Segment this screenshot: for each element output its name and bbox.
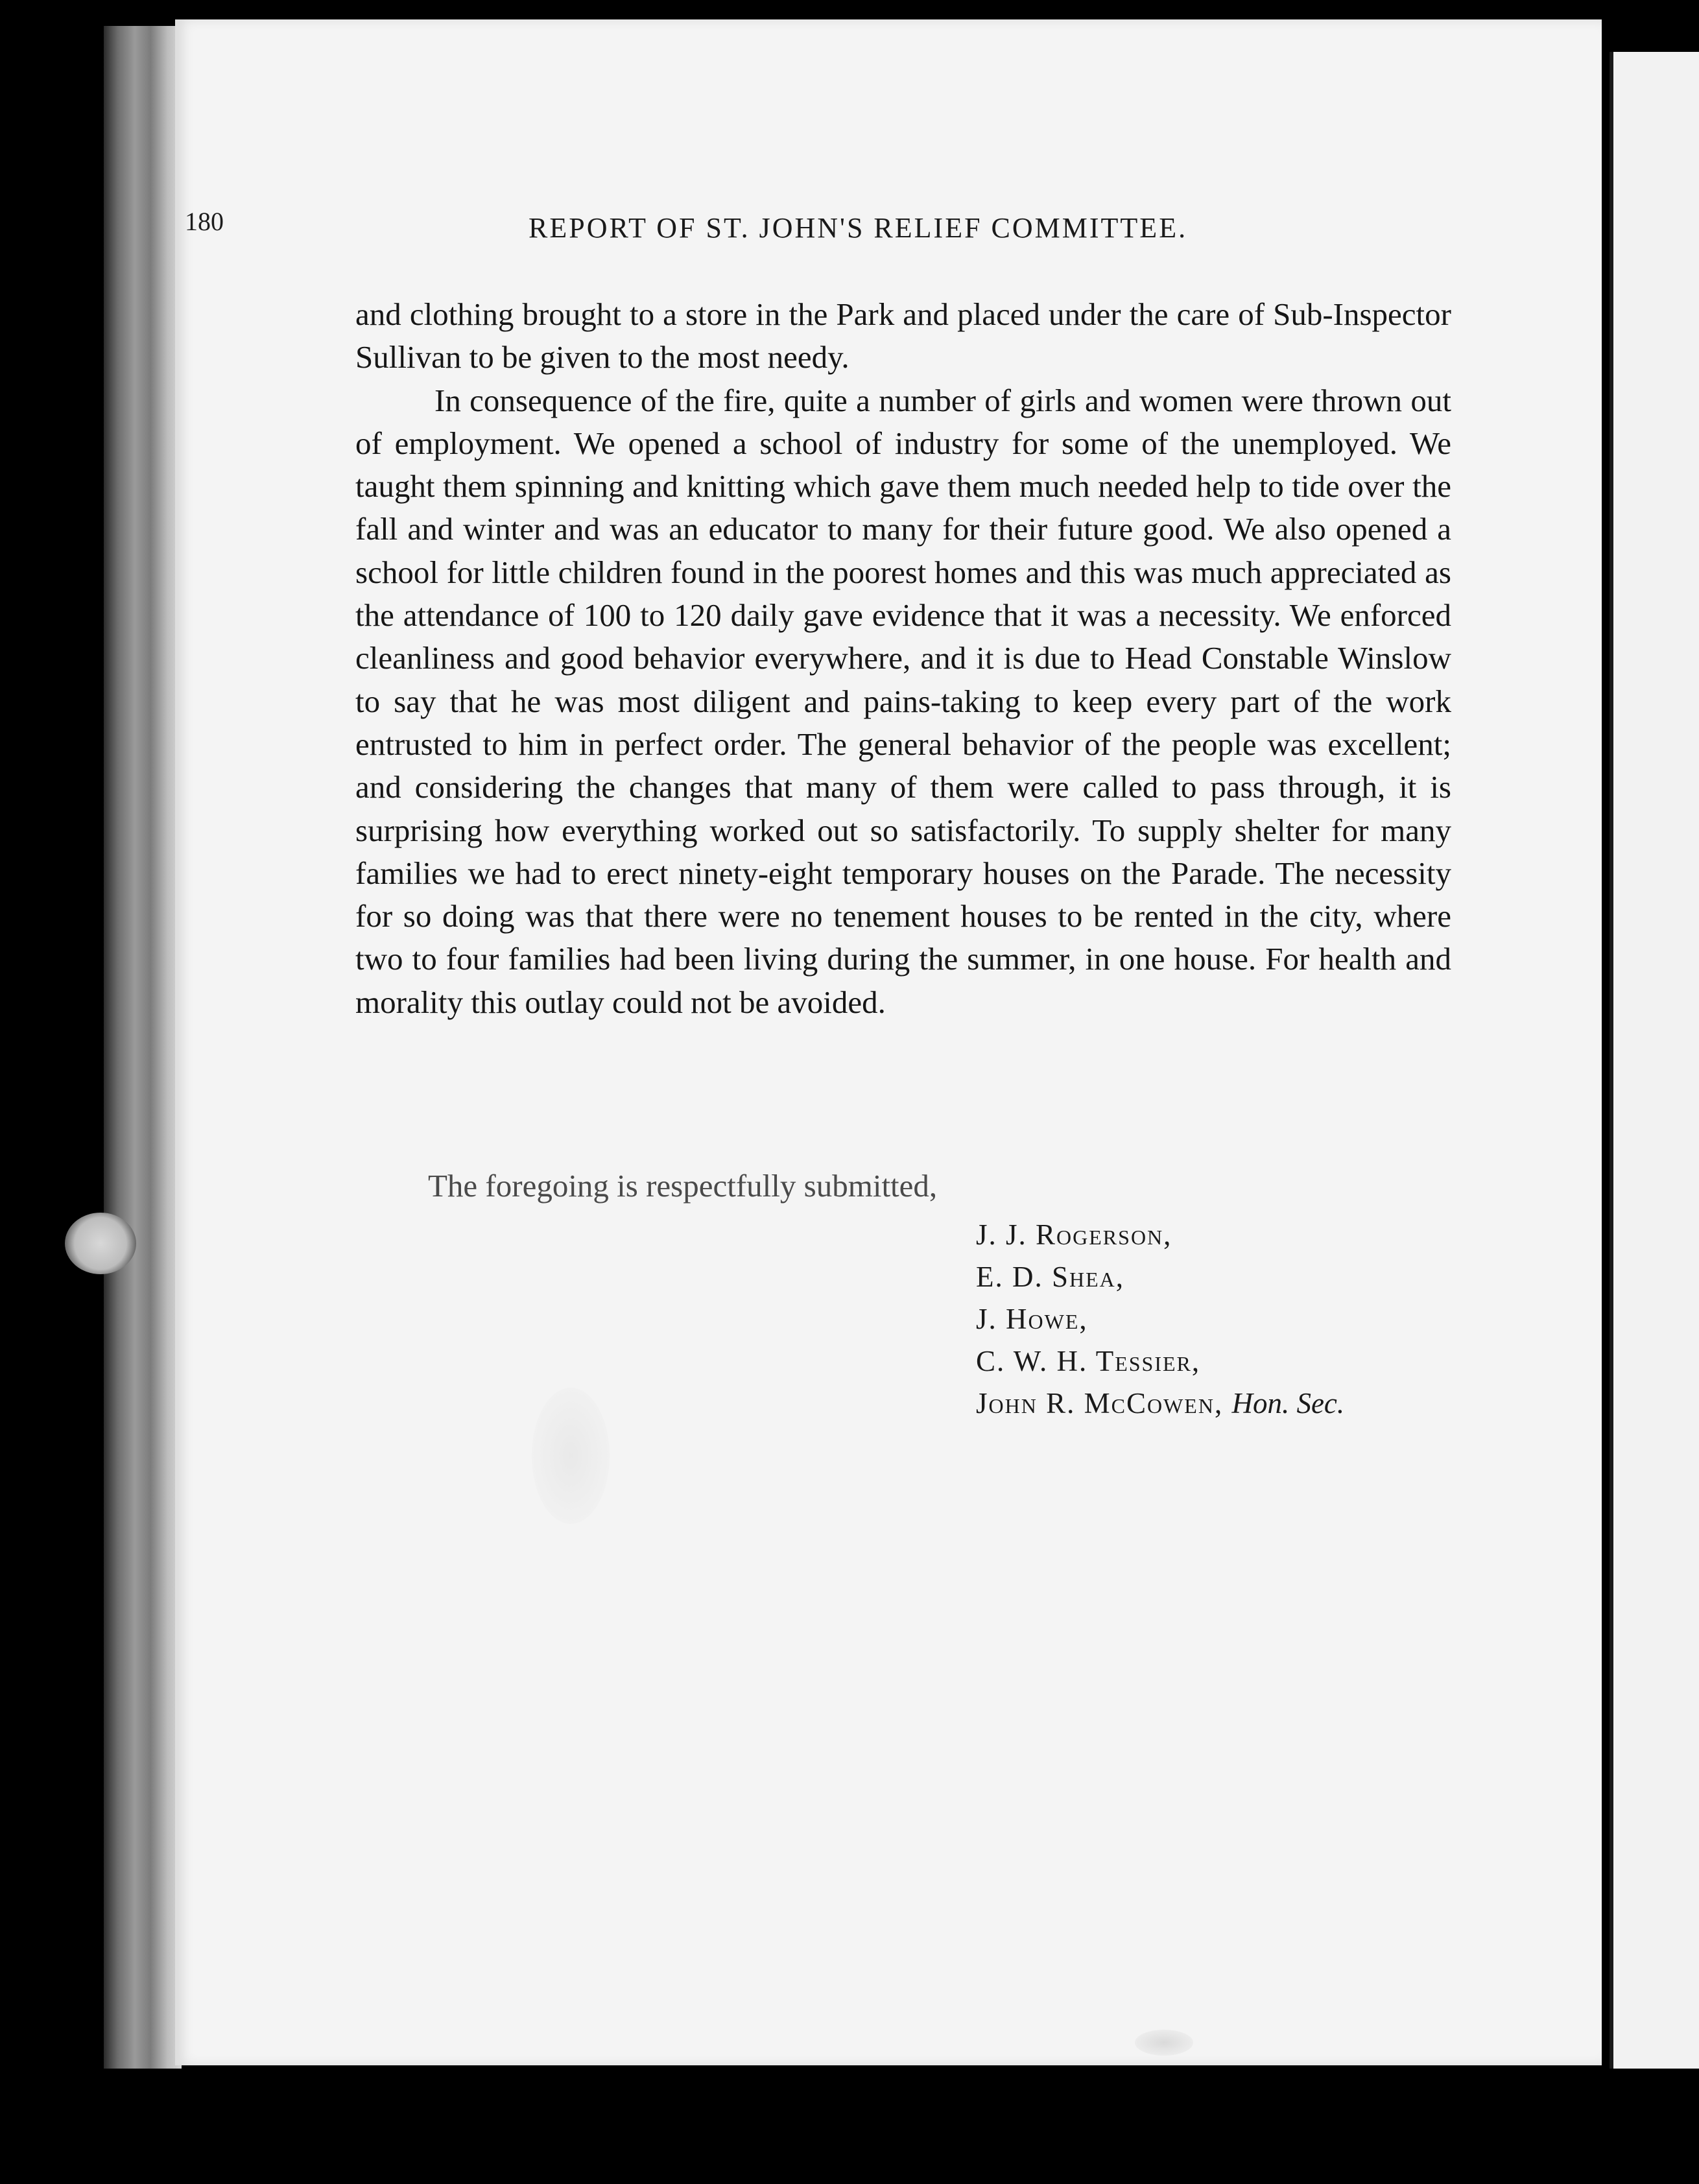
- signatory: E. D. Shea,: [976, 1261, 1125, 1293]
- secretary-title: Hon. Sec.: [1231, 1387, 1345, 1419]
- signatory: John R. McCowen,: [976, 1387, 1224, 1419]
- paragraph: and clothing brought to a store in the Park and placed under the care of Sub-Inspector Sullivan to be given to the most needy.: [355, 296, 1451, 375]
- signatory-secretary: [976, 1383, 1344, 1425]
- adjacent-page-edge: [1610, 52, 1699, 2069]
- closing-line: The foregoing is respectfully submitted,: [428, 1168, 938, 1204]
- paragraph: In consequence of the fire, quite a number of girls and women were thrown out of employment. We opened a school of industry for some of the unemployed. We taught them spinning and knitting which gave them much needed help to tide over the fall and winter and was an educator to many for their future good. We also opened a school for little children found in the poorest homes and this was much appreciated as the attendance of 100 to 120 daily gave evidence that it was a necessity. We enforced cleanliness and good behavior everywhere, and it is due to Head Constable Winslow to say that he was most diligent and pains-taking to keep every part of the work entrusted to him in perfect order. The general behavior of the people was excellent; and considering the changes that many of them were called to pass through, it is surprising how everything worked out so satisfactorily. To supply shelter for many families we had to erect ninety-eight temporary houses on the Parade. The necessity for so doing was that there were no tenement houses to be rented in the city, where two to four families had been living during the summer, in one house. For health and morality this outlay could not be avoided.: [355, 382, 1451, 1020]
- paper-stain: [532, 1388, 610, 1524]
- signatory: J. Howe,: [976, 1303, 1088, 1335]
- signatory: C. W. H. Tessier,: [976, 1345, 1201, 1377]
- page-number: 180: [185, 207, 224, 236]
- paper-stain: [1135, 2030, 1193, 2056]
- signatory: J. J. Rogerson,: [976, 1218, 1172, 1251]
- report-body: [355, 293, 1451, 1024]
- paper-stain: [65, 1213, 136, 1274]
- page-edge-stack: [104, 26, 182, 2069]
- running-head: REPORT OF ST. JOHN'S RELIEF COMMITTEE.: [529, 212, 1188, 244]
- signatory-list: [976, 1214, 1344, 1425]
